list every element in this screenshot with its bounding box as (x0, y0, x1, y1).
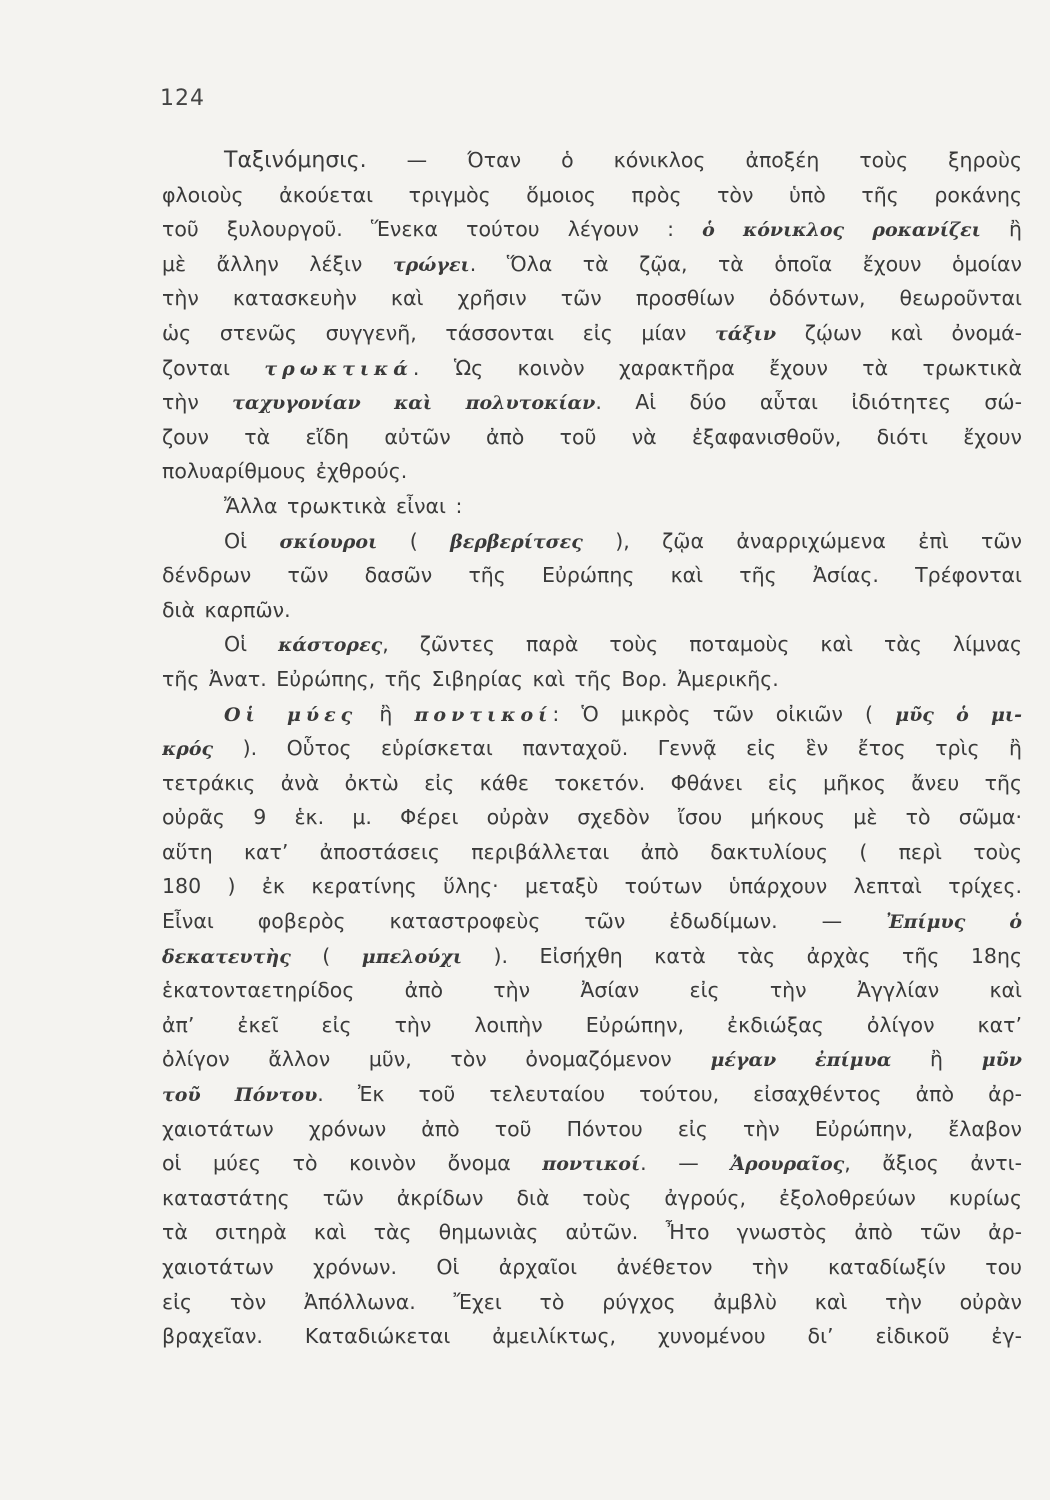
text-line (162, 351, 1022, 386)
emphasized-term: τοῦ Πόντου (162, 1084, 318, 1107)
text-segment: ( (290, 943, 362, 968)
text-segment: ἢ (980, 217, 1022, 242)
text-segment: ζῴων καὶ ὀνομά- (776, 320, 1022, 345)
text-segment: εἰς τὸν Ἀπόλλωνα. Ἔχει τὸ ρύγχος ἀμβλὺ καὶ τὴν οὐρὰν (162, 1289, 1022, 1314)
text-line (162, 558, 1022, 593)
text-segment: : Ὁ μικρὸς τῶν οἰκιῶν ( (552, 701, 896, 726)
text-segment: τετράκις ἀνὰ ὀκτὼ εἰς κάθε τοκετόν. Φθάνει εἰς μῆκος ἄνευ τῆς (162, 770, 1022, 795)
text-segment: . Αἱ δύο αὗται ἰδιότητες σώ- (595, 390, 1022, 415)
text-line (162, 697, 1022, 732)
text-line (162, 316, 1022, 351)
text-line (162, 385, 1022, 420)
text-segment: ), ζῷα ἀναρριχώμενα ἐπὶ τῶν (582, 528, 1022, 553)
emphasized-term: τάξιν (715, 322, 777, 345)
text-line (162, 1285, 1022, 1320)
emphasized-term: ποντικοί (542, 1153, 641, 1176)
text-line (162, 1042, 1022, 1077)
emphasized-term: ποντικοί (414, 703, 553, 726)
text-segment: ὀλίγον ἄλλον μῦν, τὸν ὀνομαζόμενον (162, 1047, 711, 1072)
text-segment: , ζῶντες παρὰ τοὺς ποταμοὺς καὶ τὰς λίμνας (382, 632, 1022, 657)
text-segment: ). Οὗτος εὑρίσκεται πανταχοῦ. Γεννᾷ εἰς ἓν ἔτος τρὶς ἢ (213, 736, 1022, 761)
emphasized-term: δεκατευτὴς (162, 945, 291, 968)
text-segment: . — (640, 1151, 731, 1176)
text-line (162, 524, 1022, 559)
body-text (162, 143, 1022, 1354)
emphasized-term: κάστορες (278, 634, 383, 657)
text-segment: μὲ ἄλλην λέξιν (162, 251, 393, 276)
emphasized-term: ταχυγονίαν καὶ πολυτοκίαν (232, 392, 596, 415)
text-segment: ἢ (891, 1047, 982, 1072)
text-segment: . Ἐκ τοῦ τελευταίου τούτου, εἰσαχθέντος ἀπὸ ἀρ- (317, 1082, 1022, 1107)
text-segment: . Ὅλα τὰ ζῷα, τὰ ὁποῖα ἔχουν ὁμοίαν (469, 251, 1022, 276)
text-segment: πολυαρίθμους ἐχθρούς. (162, 459, 408, 484)
text-segment: ( (377, 528, 451, 553)
text-line (162, 1250, 1022, 1285)
emphasized-term: βερβερίτσες (450, 530, 583, 553)
text-segment: ). Εἰσήχθη κατὰ τὰς ἀρχὰς τῆς 18ης (462, 943, 1022, 968)
text-segment: — Όταν ὁ κόνικλος ἀποξέη τοὺς ξηροὺς (366, 148, 1022, 172)
text-segment: βραχεῖαν. Καταδιώκεται ἀμειλίκτως, χυνομένου δι’ εἰδικοῦ ἐγ- (162, 1324, 1022, 1349)
text-line (162, 281, 1022, 316)
text-line (162, 1112, 1022, 1147)
text-line (162, 1146, 1022, 1181)
text-segment: Ἄλλα τρωκτικὰ εἶναι : (224, 493, 463, 518)
text-line (162, 247, 1022, 282)
text-segment: φλοιοὺς ἀκούεται τριγμὸς ὅμοιος πρὸς τὸν ὑπὸ τῆς ροκάνης (162, 182, 1022, 207)
emphasized-term: τρωκτικά (264, 357, 413, 380)
text-segment: οἱ μύες τὸ κοινὸν ὄνομα (162, 1151, 543, 1176)
section-title: Ταξινόμησις. (224, 148, 367, 173)
text-line (162, 143, 1022, 178)
text-line (162, 662, 1022, 697)
emphasized-term: μῦς ὁ μι- (895, 703, 1022, 726)
text-segment: ἀπ’ ἐκεῖ εἰς τὴν λοιπὴν Εὐρώπην, ἐκδιώξας ὀλίγον κατ’ (162, 1012, 1022, 1037)
text-line (162, 454, 1022, 489)
text-segment: ἢ (357, 701, 415, 726)
text-segment: οὐρᾶς 9 ἑκ. μ. Φέρει οὐρὰν σχεδὸν ἴσου μήκους μὲ τὸ σῶμα· (162, 805, 1022, 830)
text-segment: ὡς στενῶς συγγενῆ, τάσσονται εἰς μίαν (162, 320, 716, 345)
text-segment: Οἱ (224, 632, 279, 657)
text-line (162, 766, 1022, 801)
text-line (162, 178, 1022, 213)
text-segment: , ἄξιος ἀντι- (844, 1151, 1022, 1176)
text-line (162, 731, 1022, 766)
text-line (162, 939, 1022, 974)
text-line (162, 835, 1022, 870)
text-segment: δένδρων τῶν δασῶν τῆς Εὐρώπης καὶ τῆς Ἀσίας. Τρέφονται (162, 563, 1022, 588)
text-segment: τὰ σιτηρὰ καὶ τὰς θημωνιὰς αὐτῶν. Ἦτο γνωστὸς ἀπὸ τῶν ἀρ- (162, 1220, 1022, 1245)
text-segment: τὴν κατασκευὴν καὶ χρῆσιν τῶν προσθίων ὀδόντων, θεωροῦνται (162, 286, 1022, 311)
text-line (162, 593, 1022, 628)
text-segment: ζουν τὰ εἴδη αὐτῶν ἀπὸ τοῦ νὰ ἐξαφανισθοῦν, διότι ἔχουν (162, 424, 1022, 449)
text-segment: χαιοτάτων χρόνων ἀπὸ τοῦ Πόντου εἰς τὴν Εὐρώπην, ἔλαβον (162, 1116, 1022, 1141)
emphasized-term: μπελούχι (361, 945, 463, 968)
text-segment: τοῦ ξυλουργοῦ. Ἕνεκα τούτου λέγουν : (162, 217, 703, 242)
emphasized-term: τρώγει (392, 253, 470, 276)
text-segment: Εἶναι φοβερὸς καταστροφεὺς τῶν ἐδωδίμων. — (162, 909, 887, 934)
emphasized-term: Οἱ μύες (224, 703, 358, 726)
text-line (162, 489, 1022, 524)
text-line (162, 904, 1022, 939)
emphasized-term: ὁ κόνικλος ροκανίζει (702, 219, 981, 242)
text-segment: 180 ) ἐκ κερατίνης ὕλης· μεταξὺ τούτων ὑπάρχουν λεπταὶ τρίχες. (162, 874, 1022, 899)
emphasized-term: Ἐπίμυς ὁ (886, 911, 1022, 934)
emphasized-term: μέγαν ἐπίμυα (710, 1049, 892, 1072)
text-segment: . Ὡς κοινὸν χαρακτῆρα ἔχουν τὰ τρωκτικὰ (412, 355, 1022, 380)
text-segment: καταστάτης τῶν ἀκρίδων διὰ τοὺς ἀγρούς, ἐξολοθρεύων κυρίως (162, 1185, 1022, 1210)
text-segment: χαιοτάτων χρόνων. Οἱ ἀρχαῖοι ἀνέθετον τὴν καταδίωξίν του (162, 1255, 1022, 1279)
text-line (162, 1181, 1022, 1216)
text-segment: Οἱ (224, 528, 280, 553)
text-line (162, 627, 1022, 662)
text-segment: διὰ καρπῶν. (162, 597, 291, 622)
text-segment: τὴν (162, 390, 233, 415)
emphasized-term: κρός (162, 738, 214, 761)
emphasized-term: μῦν (981, 1049, 1022, 1072)
text-line (162, 869, 1022, 904)
text-segment: αὕτη κατ’ ἀποστάσεις περιβάλλεται ἀπὸ δακτυλίους ( περὶ τοὺς (162, 839, 1022, 864)
text-line (162, 800, 1022, 835)
text-line (162, 420, 1022, 455)
text-segment: ζονται (162, 355, 265, 380)
text-segment: τῆς Ἀνατ. Εὐρώπης, τῆς Σιβηρίας καὶ τῆς Βορ. Ἀμερικῆς. (162, 666, 779, 691)
text-line (162, 1008, 1022, 1043)
text-line (162, 973, 1022, 1008)
text-line (162, 1215, 1022, 1250)
page-number: 124 (160, 86, 205, 111)
text-segment: ἑκατονταετηρίδος ἀπὸ τὴν Ἀσίαν εἰς τὴν Ἀγγλίαν καὶ (162, 978, 1022, 1003)
text-line (162, 1077, 1022, 1112)
emphasized-term: Ἀρουραῖος (730, 1153, 845, 1176)
text-line (162, 212, 1022, 247)
text-line (162, 1319, 1022, 1354)
emphasized-term: σκίουροι (279, 530, 378, 553)
